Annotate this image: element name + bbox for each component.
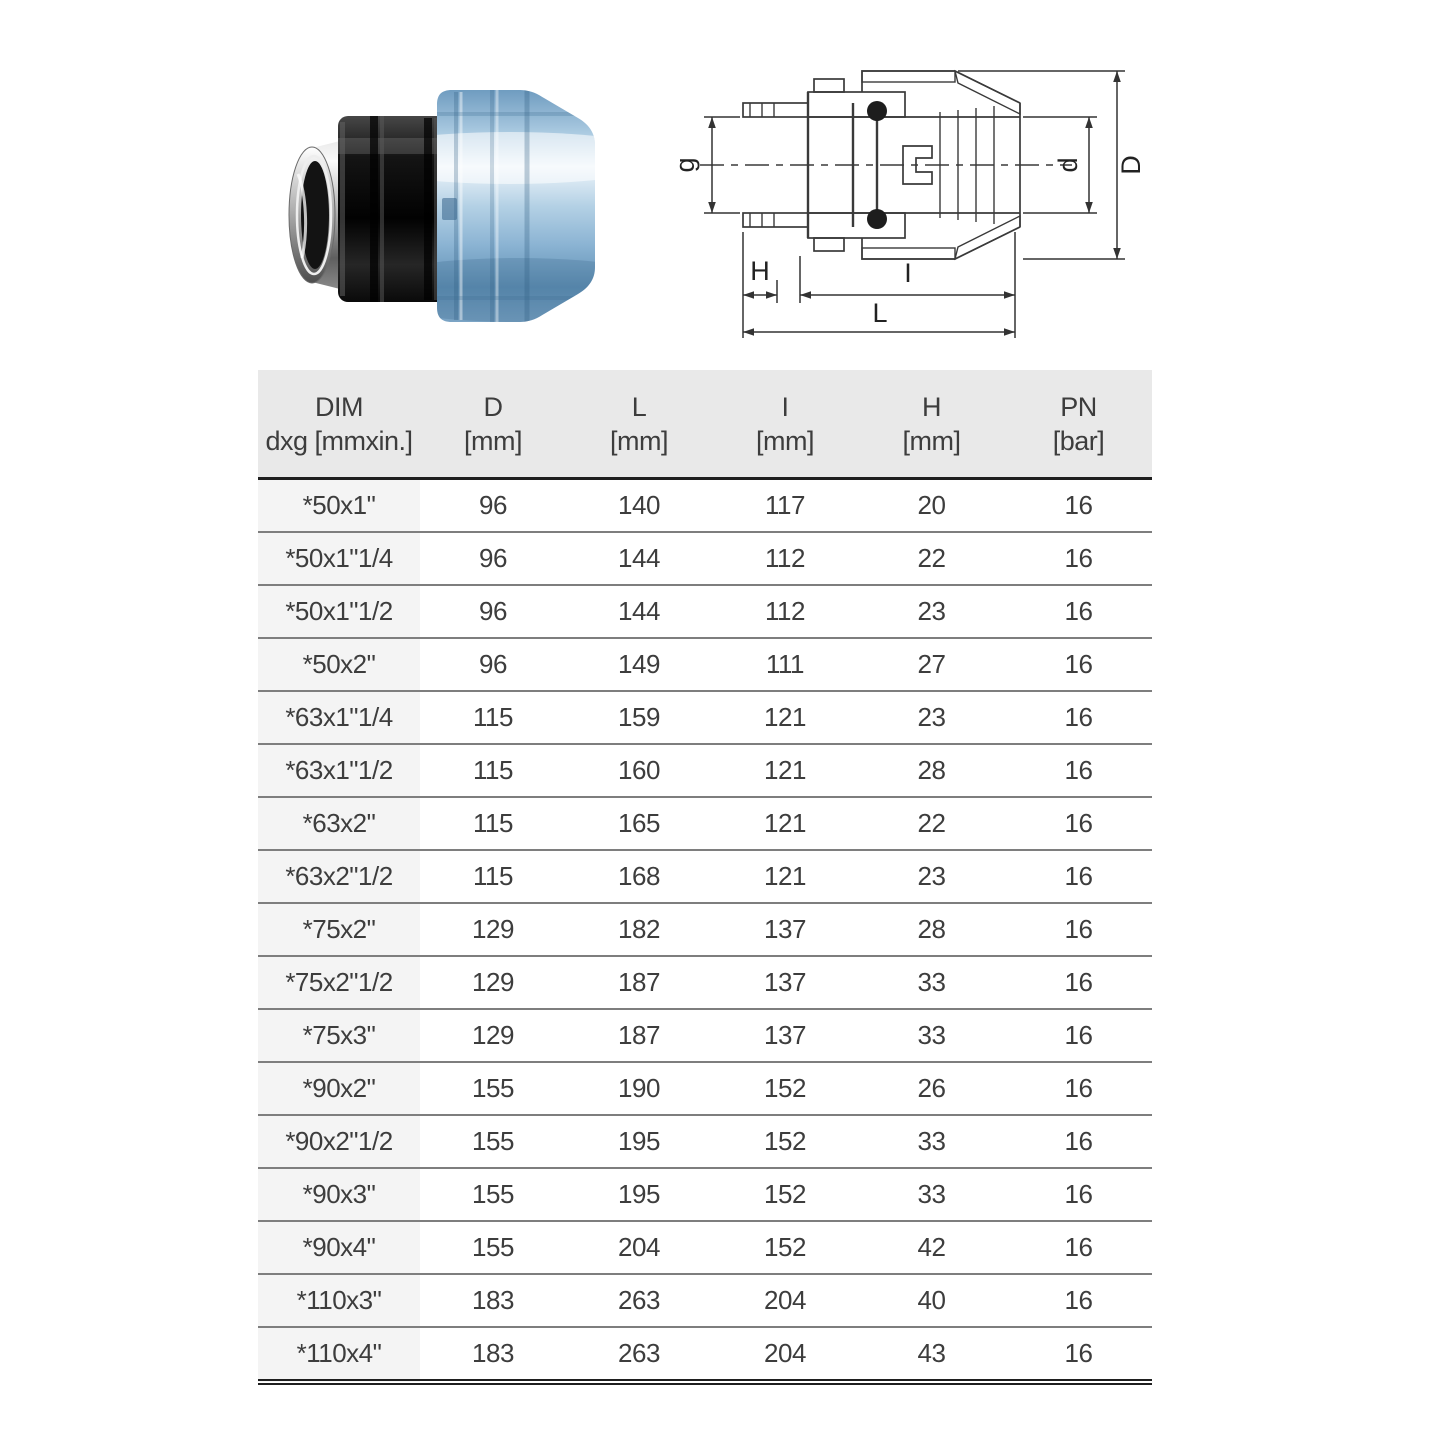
value-cell: 16	[1005, 1327, 1152, 1382]
value-cell: 140	[566, 479, 712, 533]
value-cell: 137	[712, 1009, 858, 1062]
table-row	[258, 638, 1152, 691]
value-cell: 22	[858, 797, 1005, 850]
table-row	[258, 479, 1152, 533]
dim-cell: *90x3"	[258, 1168, 420, 1221]
value-cell: 16	[1005, 850, 1152, 903]
dim-cell: *50x1"	[258, 479, 420, 533]
value-cell: 155	[420, 1062, 566, 1115]
table-row	[258, 956, 1152, 1009]
value-cell: 263	[566, 1274, 712, 1327]
table-row	[258, 585, 1152, 638]
value-cell: 152	[712, 1062, 858, 1115]
table-row	[258, 797, 1152, 850]
value-cell: 33	[858, 1009, 1005, 1062]
table-row	[258, 1327, 1152, 1382]
value-cell: 28	[858, 744, 1005, 797]
value-cell: 40	[858, 1274, 1005, 1327]
value-cell: 16	[1005, 1062, 1152, 1115]
value-cell: 187	[566, 956, 712, 1009]
col-header-pn: PN [bar]	[1005, 370, 1152, 479]
value-cell: 137	[712, 903, 858, 956]
value-cell: 204	[566, 1221, 712, 1274]
value-cell: 23	[858, 850, 1005, 903]
value-cell: 27	[858, 638, 1005, 691]
col-header-l: L [mm]	[566, 370, 712, 479]
value-cell: 16	[1005, 1221, 1152, 1274]
value-cell: 16	[1005, 1115, 1152, 1168]
value-cell: 33	[858, 956, 1005, 1009]
dim-cell: *50x1"1/2	[258, 585, 420, 638]
value-cell: 152	[712, 1221, 858, 1274]
dim-cell: *63x2"	[258, 797, 420, 850]
value-cell: 16	[1005, 479, 1152, 533]
dim-label-g: g	[670, 157, 700, 173]
table-row	[258, 1274, 1152, 1327]
product-photo	[278, 82, 608, 330]
value-cell: 115	[420, 850, 566, 903]
value-cell: 165	[566, 797, 712, 850]
value-cell: 96	[420, 638, 566, 691]
value-cell: 152	[712, 1168, 858, 1221]
value-cell: 16	[1005, 532, 1152, 585]
dim-label-d: d	[1053, 157, 1083, 173]
value-cell: 159	[566, 691, 712, 744]
dim-label-L: L	[872, 298, 888, 328]
o-ring-bottom	[867, 209, 887, 229]
value-cell: 16	[1005, 903, 1152, 956]
table-row	[258, 744, 1152, 797]
value-cell: 33	[858, 1168, 1005, 1221]
table-row	[258, 532, 1152, 585]
table-body	[258, 479, 1152, 1383]
value-cell: 26	[858, 1062, 1005, 1115]
table-row	[258, 850, 1152, 903]
dim-cell: *50x2"	[258, 638, 420, 691]
value-cell: 195	[566, 1115, 712, 1168]
value-cell: 96	[420, 479, 566, 533]
dim-cell: *110x3"	[258, 1274, 420, 1327]
value-cell: 195	[566, 1168, 712, 1221]
value-cell: 121	[712, 691, 858, 744]
value-cell: 160	[566, 744, 712, 797]
value-cell: 16	[1005, 1009, 1152, 1062]
value-cell: 22	[858, 532, 1005, 585]
value-cell: 16	[1005, 638, 1152, 691]
dimension-L	[743, 298, 1015, 332]
col-header-i: I [mm]	[712, 370, 858, 479]
table-row	[258, 1009, 1152, 1062]
value-cell: 16	[1005, 956, 1152, 1009]
dim-cell: *90x2"	[258, 1062, 420, 1115]
value-cell: 155	[420, 1115, 566, 1168]
value-cell: 117	[712, 479, 858, 533]
col-header-d: D [mm]	[420, 370, 566, 479]
value-cell: 23	[858, 585, 1005, 638]
value-cell: 96	[420, 585, 566, 638]
value-cell: 112	[712, 532, 858, 585]
dim-cell: *75x2"1/2	[258, 956, 420, 1009]
value-cell: 33	[858, 1115, 1005, 1168]
value-cell: 96	[420, 532, 566, 585]
table-row	[258, 691, 1152, 744]
value-cell: 16	[1005, 744, 1152, 797]
dim-label-D: D	[1116, 155, 1146, 175]
value-cell: 182	[566, 903, 712, 956]
value-cell: 121	[712, 850, 858, 903]
dimension-H	[743, 232, 777, 338]
table-row	[258, 1168, 1152, 1221]
value-cell: 28	[858, 903, 1005, 956]
value-cell: 129	[420, 903, 566, 956]
o-ring-top	[867, 101, 887, 121]
dim-cell: *50x1"1/4	[258, 532, 420, 585]
dim-cell: *63x2"1/2	[258, 850, 420, 903]
value-cell: 144	[566, 585, 712, 638]
dim-cell: *75x2"	[258, 903, 420, 956]
header-row	[258, 370, 1152, 479]
dim-cell: *63x1"1/4	[258, 691, 420, 744]
dim-cell: *90x4"	[258, 1221, 420, 1274]
value-cell: 149	[566, 638, 712, 691]
value-cell: 115	[420, 744, 566, 797]
value-cell: 144	[566, 532, 712, 585]
dim-cell: *110x4"	[258, 1327, 420, 1382]
value-cell: 155	[420, 1168, 566, 1221]
value-cell: 187	[566, 1009, 712, 1062]
value-cell: 129	[420, 956, 566, 1009]
table-row	[258, 1221, 1152, 1274]
value-cell: 16	[1005, 691, 1152, 744]
value-cell: 263	[566, 1327, 712, 1382]
value-cell: 137	[712, 956, 858, 1009]
value-cell: 115	[420, 797, 566, 850]
value-cell: 204	[712, 1327, 858, 1382]
table-row	[258, 903, 1152, 956]
dim-cell: *90x2"1/2	[258, 1115, 420, 1168]
value-cell: 168	[566, 850, 712, 903]
value-cell: 16	[1005, 1274, 1152, 1327]
dim-label-I: I	[904, 258, 912, 288]
value-cell: 121	[712, 744, 858, 797]
dimension-table	[258, 370, 1152, 1385]
value-cell: 183	[420, 1327, 566, 1382]
value-cell: 23	[858, 691, 1005, 744]
col-header-h: H [mm]	[858, 370, 1005, 479]
table-row	[258, 1115, 1152, 1168]
value-cell: 129	[420, 1009, 566, 1062]
value-cell: 16	[1005, 797, 1152, 850]
col-header-dim: DIM dxg [mmxin.]	[258, 370, 420, 479]
value-cell: 111	[712, 638, 858, 691]
value-cell: 42	[858, 1221, 1005, 1274]
technical-drawing	[670, 45, 1146, 350]
table-row	[258, 1062, 1152, 1115]
value-cell: 121	[712, 797, 858, 850]
value-cell: 20	[858, 479, 1005, 533]
value-cell: 204	[712, 1274, 858, 1327]
value-cell: 112	[712, 585, 858, 638]
value-cell: 183	[420, 1274, 566, 1327]
value-cell: 16	[1005, 585, 1152, 638]
table-header	[258, 370, 1152, 479]
dim-cell: *63x1"1/2	[258, 744, 420, 797]
dim-cell: *75x3"	[258, 1009, 420, 1062]
value-cell: 43	[858, 1327, 1005, 1382]
value-cell: 190	[566, 1062, 712, 1115]
value-cell: 155	[420, 1221, 566, 1274]
value-cell: 152	[712, 1115, 858, 1168]
value-cell: 16	[1005, 1168, 1152, 1221]
dim-label-H: H	[750, 256, 770, 286]
value-cell: 115	[420, 691, 566, 744]
